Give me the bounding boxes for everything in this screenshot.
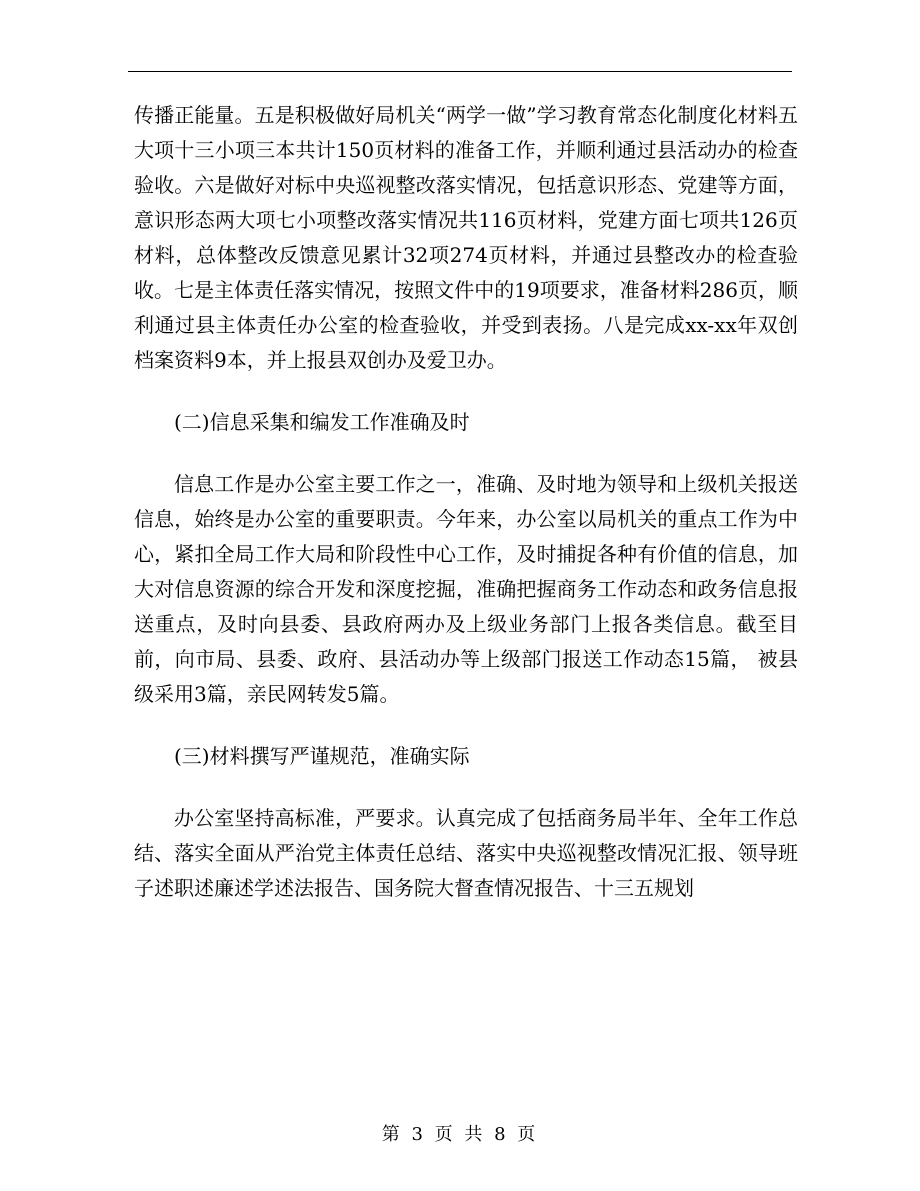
- paragraph-info-work: 信息工作是办公室主要工作之一，准确、及时地为领导和上级机关报送信息，始终是办公室的重要职责。今年来，办公室以局机关的重点工作为中心，紧扣全局工作大局和阶段性中心工作，及时捕捉各种有价值的信息，加大对信息资源的综合开发和深度挖掘，准确把握商务工作动态和政务信息报送重点，及时向县委、县政府两办及上级业务部门上报各类信息。截至目前，向市局、县委、政府、县活动办等上级部门报送工作动态15篇， 被县级采用3篇，亲民网转发5篇。: [134, 472, 798, 706]
- page-number-footer: 第 3 页 共 8 页: [381, 1124, 539, 1145]
- document-body: [134, 98, 798, 906]
- section-heading-info-collection: (二)信息采集和编发工作准确及时: [174, 410, 470, 434]
- header-rule: [128, 71, 792, 72]
- section-heading-material-writing: (三)材料撰写严谨规范，准确实际: [174, 744, 470, 768]
- paragraph-continuation: 传播正能量。五是积极做好局机关“两学一做”学习教育常态化制度化材料五大项十三小项三本共计150页材料的准备工作，并顺利通过县活动办的检查验收。六是做好对标中央巡视整改落实情况，包括意识形态、党建等方面，意识形态两大项七小项整改落实情况共116页材料，党建方面七项共126页材料，总体整改反馈意见累计32项274页材料，并通过县整改办的检查验收。七是主体责任落实情况，按照文件中的19项要求，准备材料286页，顺利通过县主体责任办公室的检查验收，并受到表扬。八是完成xx-xx年双创档案资料9本，并上报县双创办及爱卫办。: [134, 103, 798, 372]
- paragraph-office-standards: 办公室坚持高标准，严要求。认真完成了包括商务局半年、全年工作总结、落实全面从严治党主体责任总结、落实中央巡视整改情况汇报、领导班子述职述廉述学述法报告、国务院大督查情况报告、十三五规划: [134, 806, 798, 900]
